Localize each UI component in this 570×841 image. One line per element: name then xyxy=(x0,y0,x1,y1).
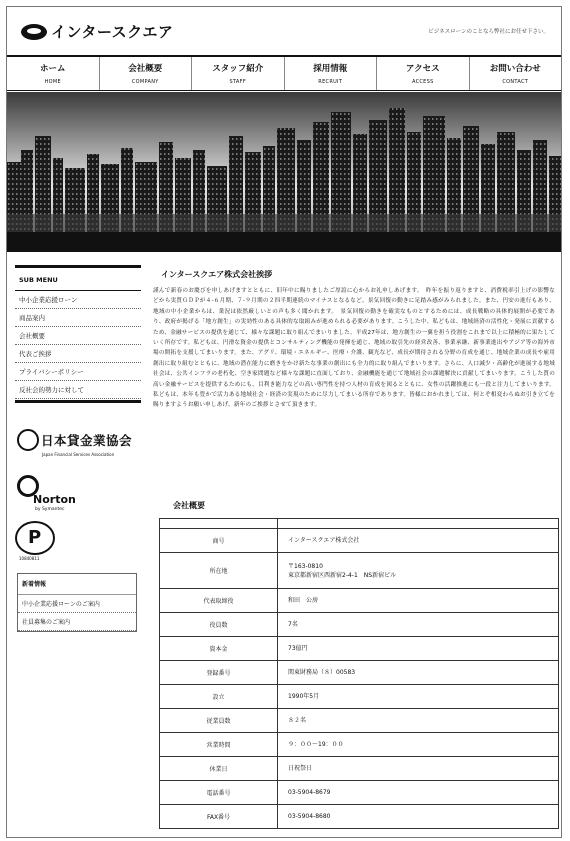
table-row xyxy=(160,805,559,829)
table-row xyxy=(160,637,559,661)
nav-sublabel: STAFF xyxy=(229,79,246,85)
row-value: インタースクエア株式会社 xyxy=(278,529,559,553)
jfsa-title: 日本貸金業協会 xyxy=(41,433,133,448)
submenu-title: SUB MENU xyxy=(15,265,141,291)
sidebar-item-privacy[interactable]: プライバシーポリシー xyxy=(15,363,141,381)
row-key: 設立 xyxy=(160,685,278,709)
nav-sublabel: RECRUIT xyxy=(318,79,343,85)
table-row xyxy=(160,613,559,637)
row-key: 電話番号 xyxy=(160,781,278,805)
nav-label: お問い合わせ xyxy=(489,64,541,74)
sidebar-item-sme-loan[interactable]: 中小企業応援ローン xyxy=(15,291,141,309)
nav-label: 採用情報 xyxy=(313,64,348,74)
sidebar-item-company[interactable]: 会社概要 xyxy=(15,327,141,345)
privacy-letter: P xyxy=(28,527,42,548)
news-item-recruit[interactable]: 社員募集のご案内 xyxy=(18,613,136,631)
row-value: 和田 公房 xyxy=(278,589,559,613)
nav-label: 会社概要 xyxy=(128,64,163,74)
greeting-title: インタースクエア株式会社挨拶 xyxy=(161,270,273,279)
table-row xyxy=(160,733,559,757)
row-value xyxy=(278,553,559,589)
nav-sublabel: HOME xyxy=(44,79,61,85)
table-row xyxy=(160,685,559,709)
norton-subtext: by Symantec xyxy=(35,507,65,512)
table-row xyxy=(160,553,559,589)
row-value: 73億円 xyxy=(278,637,559,661)
nav-label: アクセス xyxy=(405,64,440,74)
row-value: ８２名 xyxy=(278,709,559,733)
main-content xyxy=(153,265,555,411)
nav-label: スタッフ紹介 xyxy=(212,64,264,74)
row-value: ９：００～19：００ xyxy=(278,733,559,757)
table-row xyxy=(160,529,559,553)
table-row xyxy=(160,757,559,781)
row-value: 03-5904-8680 xyxy=(278,805,559,829)
tagline: ビジネスローンのことなら弊社にお任せ下さい。 xyxy=(428,29,549,35)
nav-label: ホーム xyxy=(39,64,66,74)
table-row xyxy=(160,781,559,805)
row-value: 日祝祭日 xyxy=(278,757,559,781)
news-box xyxy=(17,573,137,632)
greeting-body: 謹んで新春のお慶びを申しあげますとともに、旧年中に賜りましたご厚誼に心からお礼申しあげます。 昨年を振り返りますと、消費税率引上げの影響などから実質ＧＤＰが４-６月期、７-９月期の２四半期連続のマイナスとなるなど、景気回復の動きに足踏み感がみられました。また、円安の進行もあり、地域の中小企業からは、業況は依然厳しいとの声も多く聞かれます。 景気回復の動きを確実なものとするためには、成長戦略の具体的展開が必要であり、政府が掲げる「地方創生」の実効性のある具体的な取組みが進められる必要があります。こうした中、私どもは、地域経済の活性化・発展に貢献するため、金融サービスの提供を通じて、様々な課題に取り組んでまいりました。平成27年は、地方創生の一翼を担う役割をこれまで以上に積極的に果たしていく所存です。私どもは、円滑な資金の提供とコンサルティング機能の発揮を通じ、地域の取引先の経営改善、事業承継、新事業進出やアジア等の海外市場の開拓を支援してまいります。また、アグリ、環境・エネルギー、医療・介護、観光など、成長が期待される分野の育成を通じ、地域企業の成長や雇用創出に取り組むとともに、地域の潜在能力に磨きをかけ新たな事業の創出にも全力的に取り組んでまいります。さらに、人口減少・高齢化が進展する地域社会は、公共インフラの老朽化、空き家問題など様々な課題に直面しており、金融機能を通じて地域社会の課題解決に貢献してまいります。こうした質の高い金融サービスを提供するためにも、目利き能力などの高い専門性を持つ人材の育成を図るとともに、女性の活躍推進にも一段と注力してまいります。私どもは、本年も豊かで活力ある地域社会・経済の実現のために尽力してまいる所存であります。皆様におかれましては、何とぞ相変わらぬお引き立てを賜りますようお願い申しあげ、新年のご挨拶とさせて頂きます。 xyxy=(153,288,555,409)
row-value: 関東財務局（８）00583 xyxy=(278,661,559,685)
jfsa-badge[interactable] xyxy=(15,425,143,465)
nav-access[interactable] xyxy=(377,57,470,90)
table-row xyxy=(160,661,559,685)
row-key: 役員数 xyxy=(160,613,278,637)
sidebar-item-antisocial[interactable]: 反社会的勢力に対して xyxy=(15,381,141,399)
sidebar xyxy=(15,265,141,626)
news-title: 新着情報 xyxy=(18,574,136,595)
nav-sublabel: COMPANY xyxy=(131,79,159,85)
nav-staff[interactable] xyxy=(192,57,285,90)
row-value: 03-5904-8679 xyxy=(278,781,559,805)
nav-recruit[interactable] xyxy=(285,57,378,90)
postal-code: 〒163-0810 xyxy=(288,562,323,570)
news-item-sme-loan[interactable]: 中小企業応援ローンのご案内 xyxy=(18,595,136,613)
logo[interactable] xyxy=(21,21,173,42)
jfsa-subtitle: Japan Financial Services Association xyxy=(42,452,115,457)
company-info-title: 会社概要 xyxy=(173,501,205,510)
jfsa-check-icon xyxy=(17,429,39,451)
submenu-divider xyxy=(15,399,141,403)
sidebar-item-greeting[interactable]: 代表ご挨拶 xyxy=(15,345,141,363)
row-value: 7名 xyxy=(278,613,559,637)
table-spacer xyxy=(160,519,559,529)
logo-mark-icon xyxy=(21,24,47,40)
row-key: 商号 xyxy=(160,529,278,553)
row-value: 1990年5月 xyxy=(278,685,559,709)
nav-sublabel: CONTACT xyxy=(502,79,529,85)
privacy-number: 10840811 xyxy=(19,556,40,561)
header xyxy=(7,7,561,55)
address: 東京都新宿区西新宿2-4-1 NS新宿ビル xyxy=(288,571,397,579)
row-key: 休業日 xyxy=(160,757,278,781)
nav-company[interactable] xyxy=(100,57,193,90)
norton-badge[interactable] xyxy=(15,473,95,513)
logo-text: インタースクエア xyxy=(51,23,174,41)
nav-contact[interactable] xyxy=(470,57,562,90)
row-key: 資本金 xyxy=(160,637,278,661)
privacy-mark-badge[interactable] xyxy=(15,521,55,563)
sidebar-item-products[interactable]: 商品案内 xyxy=(15,309,141,327)
company-info-table xyxy=(159,518,559,829)
nav-sublabel: ACCESS xyxy=(411,79,434,85)
page xyxy=(6,6,562,838)
main-nav xyxy=(7,55,561,91)
row-key: 登録番号 xyxy=(160,661,278,685)
hero-skyline-image xyxy=(7,92,561,252)
row-key: 従業員数 xyxy=(160,709,278,733)
row-key: 代表取締役 xyxy=(160,589,278,613)
row-key: FAX番号 xyxy=(160,805,278,829)
nav-home[interactable] xyxy=(7,57,100,90)
row-key: 所在地 xyxy=(160,553,278,589)
table-row xyxy=(160,589,559,613)
table-row xyxy=(160,709,559,733)
row-key: 営業時間 xyxy=(160,733,278,757)
norton-text: Norton xyxy=(33,493,76,506)
